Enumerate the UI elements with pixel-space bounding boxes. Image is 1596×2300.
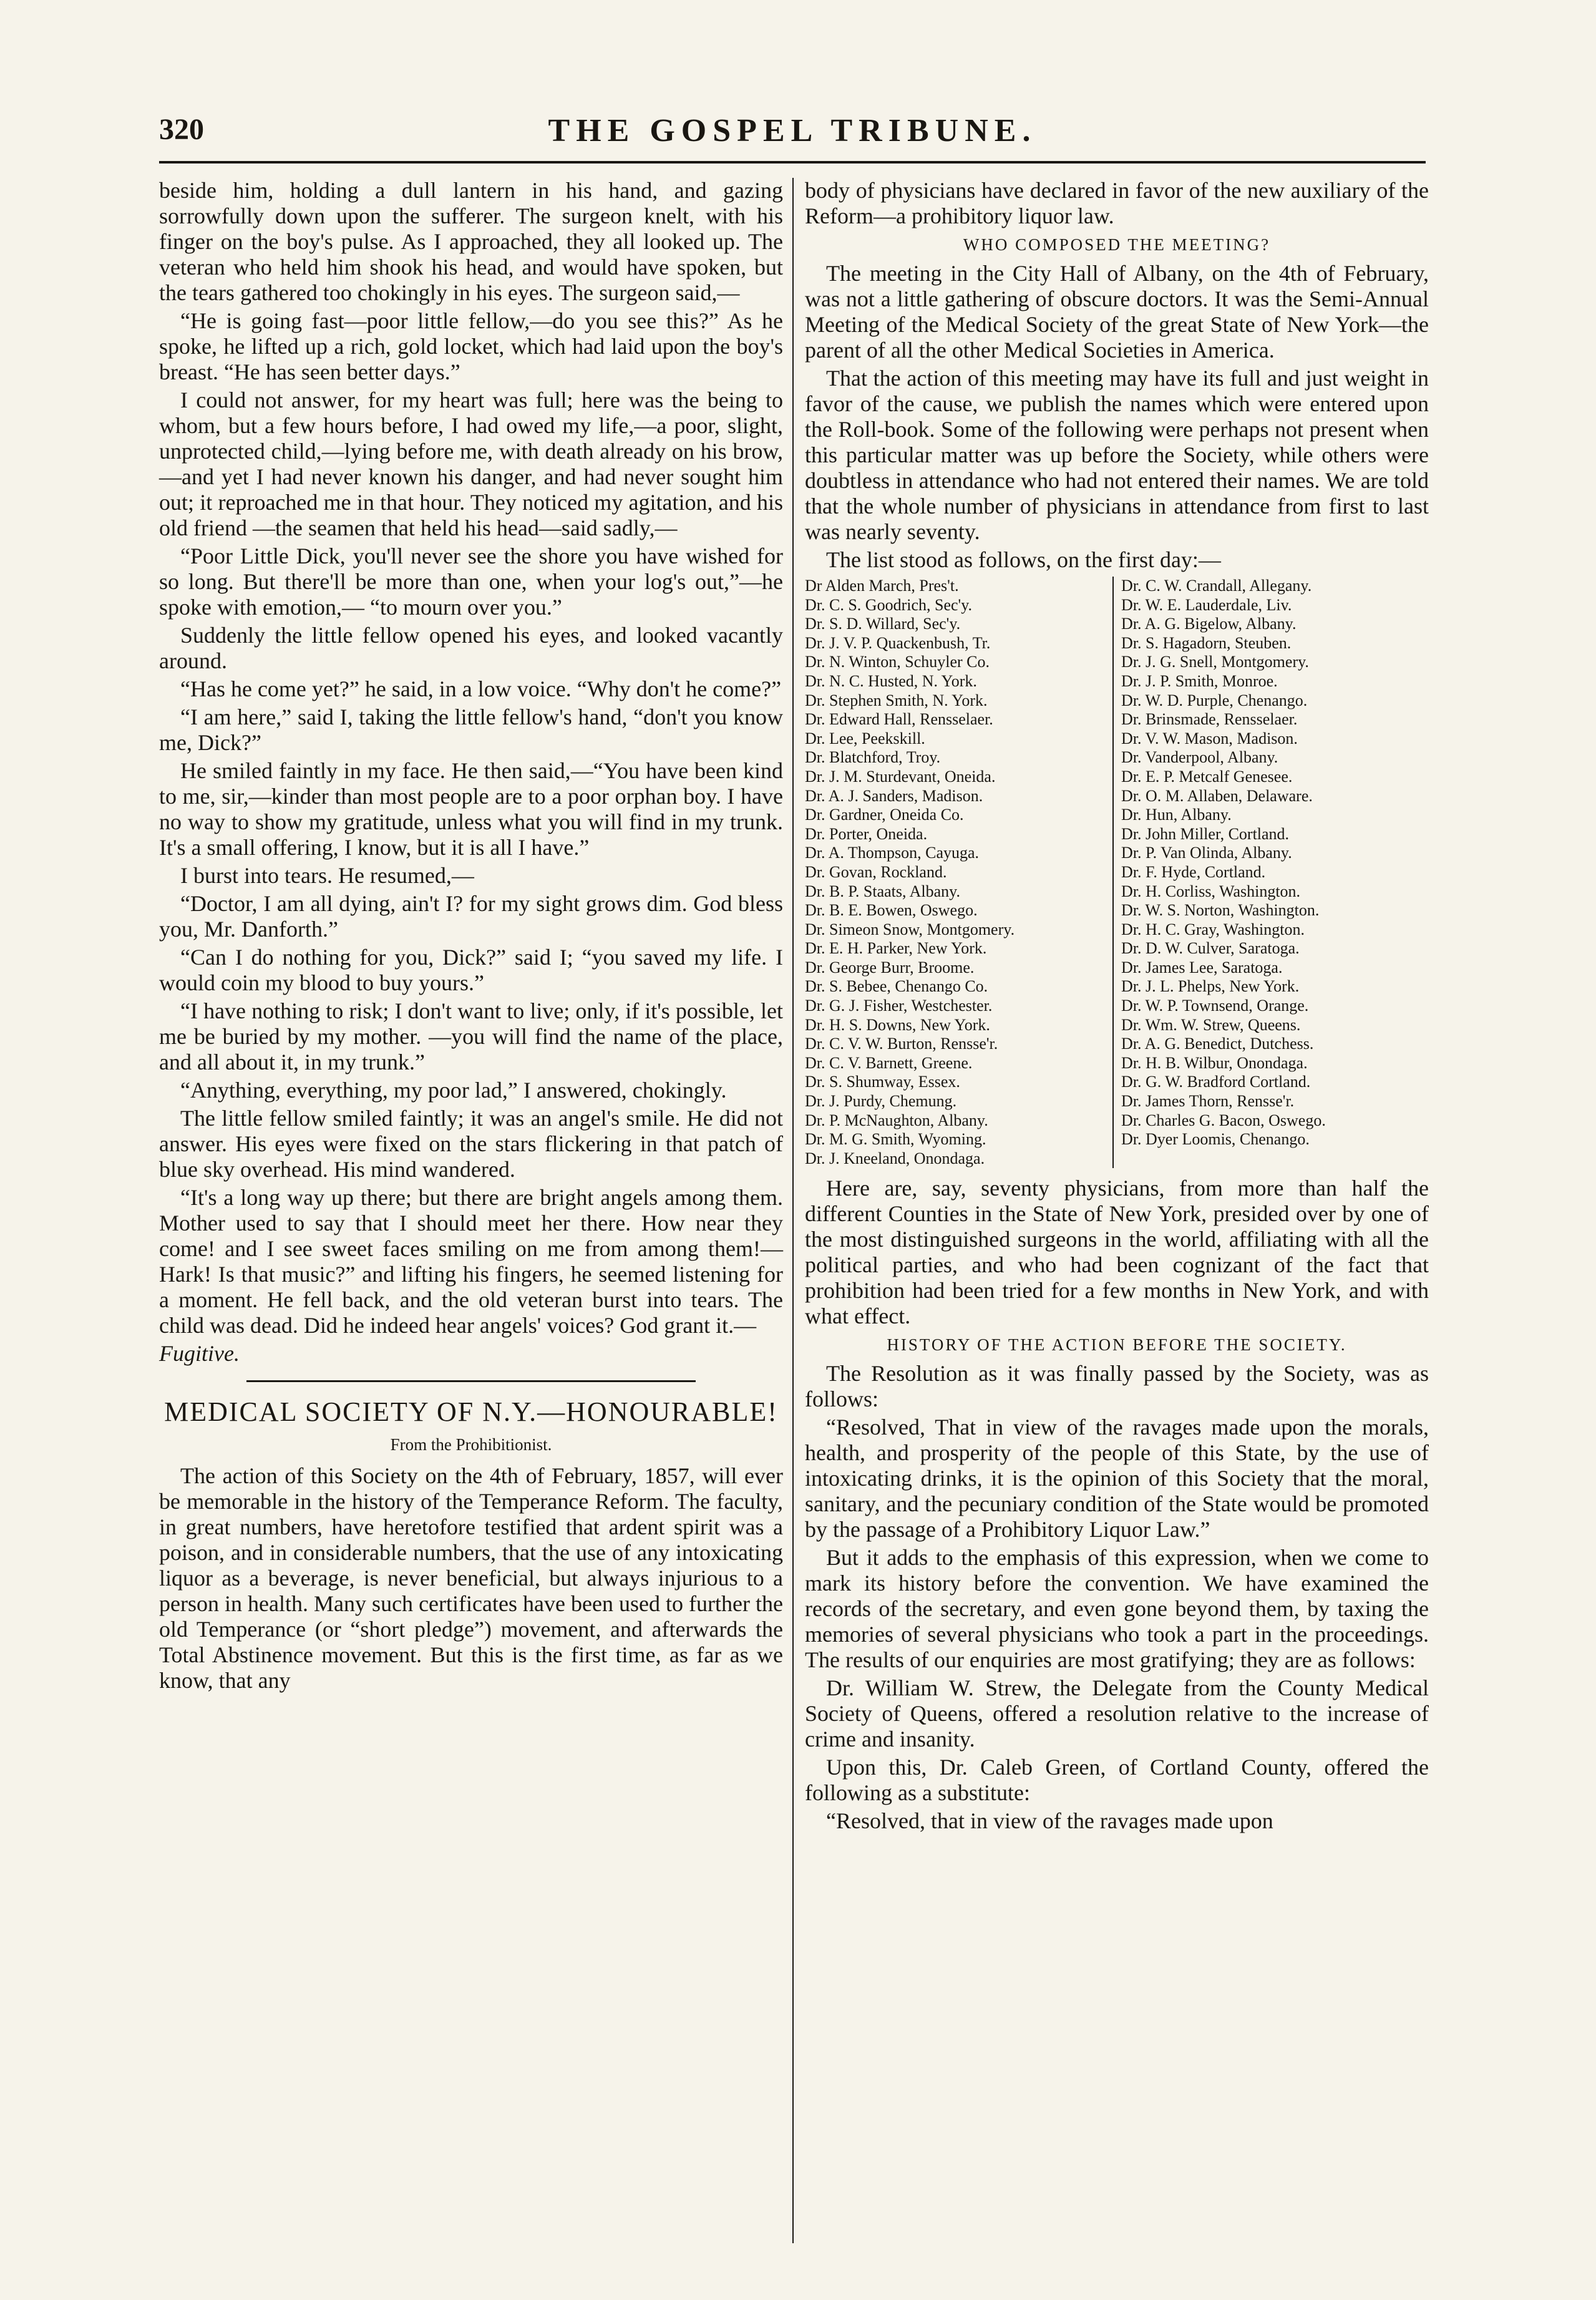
running-title: THE GOSPEL TRIBUNE. (548, 113, 1037, 149)
roll-entry: Dr. A. Thompson, Cayuga. (805, 844, 980, 862)
roll-entry: Dr. H. S. Downs, New York. (805, 1015, 990, 1034)
roll-entry: Dr. B. P. Staats, Albany. (805, 882, 960, 900)
section-divider (246, 1380, 696, 1382)
page-number: 320 (159, 113, 204, 146)
roll-entry: Dr. George Burr, Broome. (805, 958, 975, 977)
roll-entry: Dr. J. L. Phelps, New York. (1121, 977, 1300, 996)
section-subhead: WHO COMPOSED THE MEETING? (963, 235, 1271, 254)
story-paragraph: I could not answer, for my heart was full; here was the being to whom, but a few hours before, I had owed my life,—a poor, slight, unprotected child,—lying before me, with death already on his brow,—and yet I had never known his danger, and had never sought him out; it reproached me in that hour. They noticed my agitation, and his old friend —the seamen that held his head—said sadly,— (159, 387, 783, 540)
roll-entry: Dr. Brinsmade, Rensselaer. (1121, 710, 1298, 729)
roll-entry: Dr. James Thorn, Rensse'r. (1121, 1092, 1295, 1111)
roll-entry: Dr. Stephen Smith, N. York. (805, 691, 988, 709)
article-paragraph: The action of this Society on the 4th of February, 1857, will ever be memorable in the history of the Temperance Reform. The faculty, in great numbers, have heretofore testified that ardent spirit was a poison, and in considerable numbers, that the use of any intoxicating liquor as a beverage, is never beneficial, but always injurious to a person in health. Many such certificates have been used to further the old Temperance (or “short pledge”) movement, and afterwards the Total Abstinence movement. But this is the first time, as far as we know, that any (159, 1463, 783, 1693)
roll-entry: Dr. James Lee, Saratoga. (1121, 958, 1283, 977)
roll-entry: Dr. Lee, Peekskill. (805, 729, 925, 748)
story-paragraph: “I have nothing to risk; I don't want to live; only, if it's possible, let me be buried by my mother. —you will find the name of the place, and all about it, in my trunk.” (159, 998, 783, 1074)
article-title: MEDICAL SOCIETY OF N.Y.—HONOURABLE! (164, 1396, 778, 1427)
roll-entry: Dr. H. B. Wilbur, Onondaga. (1121, 1053, 1308, 1072)
roll-entry: Dr. O. M. Allaben, Delaware. (1121, 786, 1313, 805)
roll-entry: Dr. D. W. Culver, Saratoga. (1121, 939, 1300, 958)
roll-entry: Dr. E. H. Parker, New York. (805, 939, 987, 958)
roll-entry: Dr. G. W. Bradford Cortland. (1121, 1073, 1311, 1091)
story-paragraph: “Can I do nothing for you, Dick?” said I; “you saved my life. I would coin my blood to buy yours.” (159, 945, 783, 995)
roll-entry: Dr. H. C. Gray, Washington. (1121, 920, 1305, 938)
roll-entry: Dr. J. M. Sturdevant, Oneida. (805, 767, 996, 786)
roll-entry: Dr. H. Corliss, Washington. (1121, 882, 1301, 900)
roll-entry: Dr. S. Bebee, Chenango Co. (805, 977, 988, 996)
roll-entry: Dr. Dyer Loomis, Chenango. (1121, 1130, 1310, 1149)
roll-entry: Dr. Simeon Snow, Montgomery. (805, 920, 1015, 938)
roll-entry: Dr. J. P. Smith, Monroe. (1121, 671, 1278, 690)
roll-entry: Dr. M. G. Smith, Wyoming. (805, 1130, 986, 1149)
story-paragraph: beside him, holding a dull lantern in his hand, and gazing sorrowfully down upon the sufferer. The surgeon knelt, with his finger on the boy's pulse. As I approached, they all looked up. The veteran who held him shook his head, and would have spoken, but the tears gathered too chokingly in his eyes. The surgeon said,— (159, 178, 783, 305)
roll-entry: Dr. Govan, Rockland. (805, 862, 947, 881)
roll-entry: Dr. Porter, Oneida. (805, 824, 928, 843)
story-paragraph: “Has he come yet?” he said, in a low voice. “Why don't he come?” (180, 676, 782, 701)
resolution-quote: “Resolved, That in view of the ravages made upon the morals, health, and prosperity of the people of this State, by the use of intoxicating drinks, it is the opinion of this Society that the moral, sanitary, and the pecuniary condition of the State would be promoted by the passage of a Prohibitory Liquor Law.” (805, 1415, 1429, 1542)
roll-entry: Dr. J. G. Snell, Montgomery. (1121, 653, 1309, 671)
roll-entry: Dr. Edward Hall, Rensselaer. (805, 710, 993, 729)
roll-entry: Dr. Vanderpool, Albany. (1121, 748, 1278, 767)
roll-entry: Dr. A. J. Sanders, Madison. (805, 786, 983, 805)
roll-entry: Dr. W. S. Norton, Washington. (1121, 901, 1320, 920)
left-column (159, 178, 783, 1696)
roll-entry: Dr. G. J. Fisher, Westchester. (805, 997, 993, 1015)
roll-column-right (1112, 577, 1429, 1168)
story-paragraph: He smiled faintly in my face. He then said,—“You have been kind to me, sir,—kinder than most people are to a poor orphan boy. I have no way to show my gratitude, unless what you will find in my trunk. It's a small offering, I know, but it is all I have.” (159, 758, 783, 860)
story-signature: Fugitive. (159, 1341, 240, 1366)
roll-entry: Dr. V. W. Mason, Madison. (1121, 729, 1298, 748)
story-paragraph: “It's a long way up there; but there are bright angels among them. Mother used to say that I should meet her there. How near they come! and I see sweet faces smiling on me from among them!—Hark! Is that music?” and lifting his fingers, he seemed listening for a moment. He fell back, and the old veteran burst into tears. The child was dead. Did he indeed hear angels' voices? God grant it.— (159, 1185, 783, 1338)
article-paragraph: Upon this, Dr. Caleb Green, of Cortland County, offered the following as a substitute: (805, 1755, 1429, 1806)
roll-entry: Dr. C. V. W. Burton, Rensse'r. (805, 1035, 998, 1053)
roll-entry: Dr. John Miller, Cortland. (1121, 824, 1290, 843)
roll-entry: Dr. Gardner, Oneida Co. (805, 806, 964, 824)
article-paragraph: Here are, say, seventy physicians, from more than half the different Counties in the State of New York, presided over by one of the most distinguished surgeons in the world, affiliating with all the political parties, and who had been cognizant of the fact that prohibition had been tried for a few months in New York, and with what effect. (805, 1176, 1429, 1329)
story-paragraph: “Doctor, I am all dying, ain't I? for my sight grows dim. God bless you, Mr. Danforth.” (159, 891, 783, 942)
story-paragraph: “I am here,” said I, taking the little fellow's hand, “don't you know me, Dick?” (159, 704, 783, 755)
header-rule (159, 161, 1426, 163)
roll-entry: Dr. P. Van Olinda, Albany. (1121, 844, 1292, 862)
roll-entry: Dr. S. Hagadorn, Steuben. (1121, 633, 1292, 652)
roll-column-left (805, 577, 1112, 1168)
roll-entry: Dr. A. G. Bigelow, Albany. (1121, 615, 1297, 633)
roll-entry: Dr. E. P. Metcalf Genesee. (1121, 767, 1293, 786)
article-paragraph: The Resolution as it was finally passed by the Society, was as follows: (805, 1361, 1429, 1412)
article-paragraph: The list stood as follows, on the first day:— (826, 547, 1221, 572)
article-paragraph: But it adds to the emphasis of this expression, when we come to mark its history before the convention. We have examined the records of the secretary, and even gone beyond them, by taxing the memories of several physicians who took a part in the proceedings. The results of our enquiries are most gratifying; they are as follows: (805, 1545, 1429, 1673)
roll-entry: Dr. W. E. Lauderdale, Liv. (1121, 595, 1292, 614)
roll-book-list (805, 577, 1429, 1168)
roll-entry: Dr. W. D. Purple, Chenango. (1121, 691, 1308, 709)
roll-entry: Dr. P. McNaughton, Albany. (805, 1111, 988, 1129)
roll-entry: Dr. B. E. Bowen, Oswego. (805, 901, 978, 920)
roll-entry: Dr. W. P. Townsend, Orange. (1121, 997, 1309, 1015)
roll-entry: Dr. Blatchford, Troy. (805, 748, 941, 767)
roll-entry: Dr. J. Purdy, Chemung. (805, 1092, 957, 1111)
roll-entry: Dr. Wm. W. Strew, Queens. (1121, 1015, 1301, 1034)
right-column (805, 178, 1429, 1836)
story-paragraph: “Poor Little Dick, you'll never see the shore you have wished for so long. But there'll be more than one, when your log's out,”—he spoke with emotion,— “to mourn over you.” (159, 543, 783, 620)
roll-entry: Dr Alden March, Pres't. (805, 577, 959, 595)
article-paragraph: Dr. William W. Strew, the Delegate from the County Medical Society of Queens, offered a resolution relative to the increase of crime and insanity. (805, 1675, 1429, 1752)
story-paragraph: I burst into tears. He resumed,— (180, 863, 474, 888)
roll-entry: Dr. S. Shumway, Essex. (805, 1073, 960, 1091)
article-paragraph: body of physicians have declared in favor of the new auxiliary of the Reform—a prohibitory liquor law. (805, 178, 1429, 228)
article-paragraph: That the action of this meeting may have its full and just weight in favor of the cause, we publish the names which were entered upon the Roll-book. Some of the following were perhaps not present when this particular matter was up before the Society, while others were doubtless in attendance who had not entered their names. We are told that the whole number of physicians in attendance from first to last was nearly seventy. (805, 366, 1429, 544)
roll-entry: Dr. C. W. Crandall, Allegany. (1121, 577, 1312, 595)
story-paragraph: “He is going fast—poor little fellow,—do you see this?” As he spoke, he lifted up a rich, gold locket, which had laid upon the boy's breast. “He has seen better days.” (159, 308, 783, 384)
roll-entry: Dr. C. S. Goodrich, Sec'y. (805, 595, 973, 614)
column-divider (792, 178, 794, 2243)
roll-entry: Dr. J. Kneeland, Onondaga. (805, 1149, 985, 1167)
roll-entry: Dr. N. C. Husted, N. York. (805, 671, 977, 690)
story-paragraph: “Anything, everything, my poor lad,” I answered, chokingly. (180, 1078, 727, 1103)
resolution-quote: “Resolved, that in view of the ravages made upon (826, 1808, 1273, 1834)
story-paragraph: Suddenly the little fellow opened his eyes, and looked vacantly around. (159, 623, 783, 673)
roll-entry: Dr. S. D. Willard, Sec'y. (805, 615, 961, 633)
article-paragraph: The meeting in the City Hall of Albany, on the 4th of February, was not a little gathering of obscure doctors. It was the Semi-Annual Meeting of the Medical Society of the great State of New York—the parent of all the other Medical Societies in America. (805, 261, 1429, 363)
section-subhead: HISTORY OF THE ACTION BEFORE THE SOCIETY. (887, 1335, 1347, 1355)
roll-entry: Dr. Charles G. Bacon, Oswego. (1121, 1111, 1326, 1129)
roll-entry: Dr. Hun, Albany. (1121, 806, 1232, 824)
story-paragraph: The little fellow smiled faintly; it was an angel's smile. He did not answer. His eyes were fixed on the stars flickering in that patch of blue sky overhead. His mind wandered. (159, 1106, 783, 1182)
roll-entry: Dr. F. Hyde, Cortland. (1121, 862, 1266, 881)
roll-entry: Dr. N. Winton, Schuyler Co. (805, 653, 990, 671)
article-source: From the Prohibitionist. (390, 1435, 552, 1454)
roll-entry: Dr. C. V. Barnett, Greene. (805, 1053, 973, 1072)
roll-entry: Dr. J. V. P. Quackenbush, Tr. (805, 633, 991, 652)
roll-entry: Dr. A. G. Benedict, Dutchess. (1121, 1035, 1314, 1053)
page-header (159, 112, 1426, 156)
